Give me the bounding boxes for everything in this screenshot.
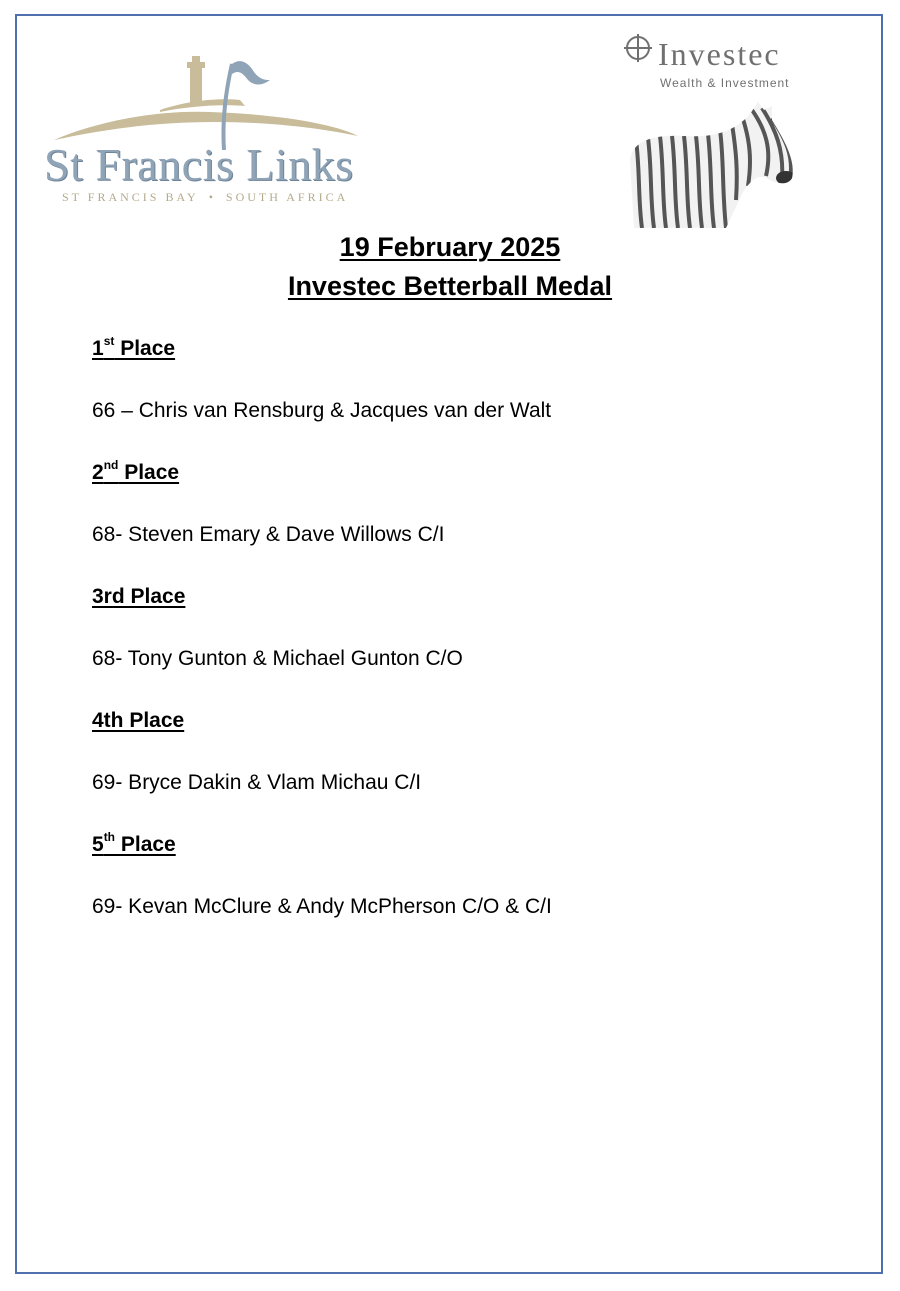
place-5: [92, 830, 852, 922]
tagline-left: ST FRANCIS BAY: [62, 190, 199, 204]
place-result: 68- Tony Gunton & Michael Gunton C/O: [92, 647, 463, 670]
title-block: [0, 228, 900, 306]
st-francis-tagline: [62, 190, 348, 205]
st-francis-links-name: St Francis Links: [44, 139, 354, 190]
place-3: [92, 582, 852, 674]
place-heading: [92, 334, 852, 364]
place-number: 1: [92, 337, 104, 360]
tagline-right: SOUTH AFRICA: [225, 190, 349, 204]
place-result: 68- Steven Emary & Dave Willows C/I: [92, 523, 445, 546]
tagline-separator: •: [208, 190, 216, 204]
place-suffix: nd: [103, 458, 119, 472]
place-number: 5: [92, 833, 104, 856]
lighthouse-flag-icon: [40, 50, 390, 150]
place-result: 69- Kevan McClure & Andy McPherson C/O & C/I: [92, 895, 552, 918]
place-1: [92, 334, 852, 426]
place-number: 4th Place: [92, 709, 185, 732]
place-number: 3rd Place: [92, 585, 186, 608]
place-result: 69- Bryce Dakin & Vlam Michau C/I: [92, 771, 422, 794]
investec-logo: [620, 32, 830, 232]
place-2: [92, 458, 852, 550]
investec-subtitle: Wealth & Investment: [660, 76, 790, 90]
place-suffix: st: [103, 334, 115, 348]
place-label: Place: [114, 337, 176, 360]
place-heading: [92, 582, 852, 612]
place-suffix: th: [103, 830, 116, 844]
event-name: Investec Betterball Medal: [287, 271, 613, 301]
place-label: Place: [118, 461, 180, 484]
place-label: Place: [115, 833, 176, 856]
place-heading: [92, 458, 852, 488]
investec-zebra-mark-icon: [622, 34, 654, 66]
zebra-icon: [626, 100, 796, 228]
investec-name: Investec: [658, 36, 781, 72]
results-list: [92, 334, 852, 954]
place-result: 66 – Chris van Rensburg & Jacques van der Walt: [92, 399, 552, 422]
st-francis-links-logo: [40, 50, 390, 210]
place-heading: [92, 706, 852, 736]
place-number: 2: [92, 461, 104, 484]
place-heading: [92, 830, 852, 860]
event-date: 19 February 2025: [339, 232, 561, 262]
place-4: [92, 706, 852, 798]
